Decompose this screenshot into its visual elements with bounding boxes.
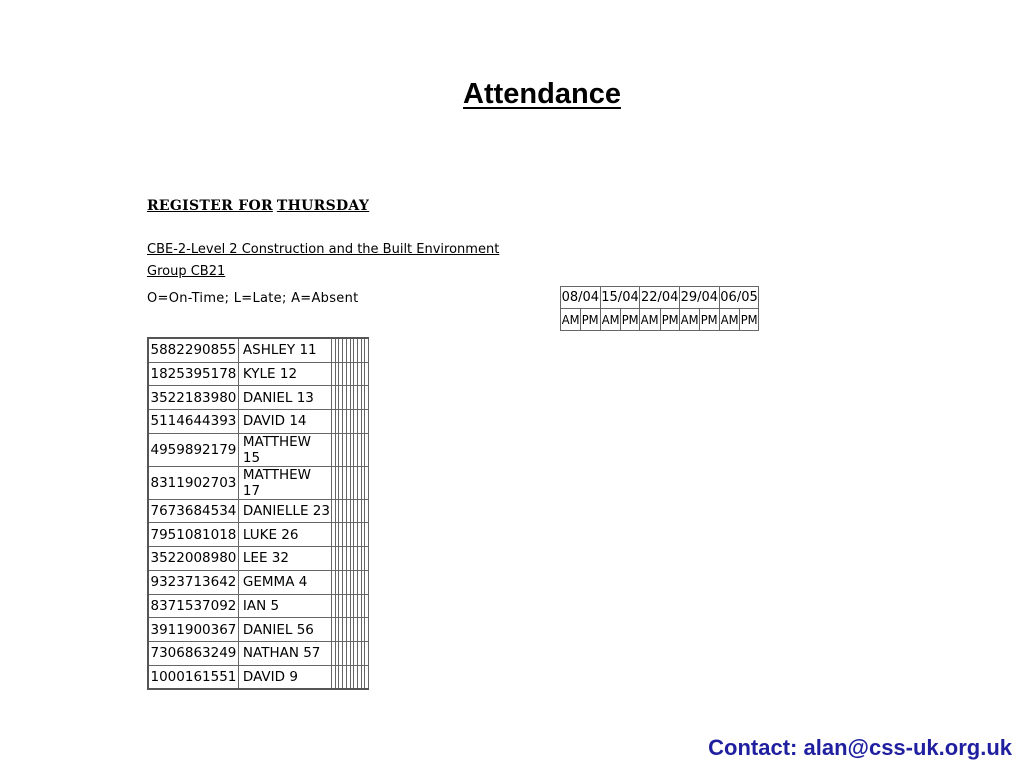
date-header: 08/04 <box>561 287 601 309</box>
student-id: 7306863249 <box>148 641 238 665</box>
date-row <box>561 287 759 309</box>
student-id: 3522008980 <box>148 547 238 571</box>
pm-header: PM <box>740 309 759 331</box>
student-id: 9323713642 <box>148 570 238 594</box>
pm-header: PM <box>660 309 679 331</box>
attendance-mark-cell <box>365 665 369 689</box>
register-heading <box>147 198 369 214</box>
student-roster <box>147 337 369 690</box>
student-name: LUKE 26 <box>238 523 331 547</box>
student-id: 1000161551 <box>148 665 238 689</box>
attendance-mark-cell <box>365 466 369 499</box>
group-name: Group CB21 <box>147 264 226 279</box>
table-row <box>148 523 369 547</box>
student-name: GEMMA 4 <box>238 570 331 594</box>
attendance-mark-cell <box>365 499 369 523</box>
am-header: AM <box>561 309 581 331</box>
table-row <box>148 410 369 434</box>
attendance-mark-cell <box>365 641 369 665</box>
attendance-mark-cell <box>365 547 369 571</box>
attendance-mark-cell <box>365 433 369 466</box>
table-row <box>148 641 369 665</box>
attendance-register <box>147 198 758 685</box>
attendance-mark-cell <box>365 523 369 547</box>
date-header-table <box>560 286 759 331</box>
table-row <box>148 386 369 410</box>
table-row <box>148 665 369 689</box>
student-id: 8371537092 <box>148 594 238 618</box>
student-id: 5114644393 <box>148 410 238 434</box>
student-name: DANIELLE 23 <box>238 499 331 523</box>
session-row <box>561 309 759 331</box>
am-header: AM <box>719 309 739 331</box>
contact-email: Contact: alan@css-uk.org.uk <box>708 735 1012 760</box>
student-name: IAN 5 <box>238 594 331 618</box>
table-row <box>148 547 369 571</box>
student-id: 3522183980 <box>148 386 238 410</box>
student-name: MATTHEW 15 <box>238 433 331 466</box>
course-title: CBE-2-Level 2 Construction and the Built Environment <box>147 242 500 257</box>
student-id: 1825395178 <box>148 362 238 386</box>
student-id: 7951081018 <box>148 523 238 547</box>
table-row <box>148 570 369 594</box>
table-row <box>148 594 369 618</box>
attendance-mark-cell <box>365 338 369 362</box>
attendance-mark-cell <box>365 386 369 410</box>
table-row <box>148 433 369 466</box>
attendance-mark-cell <box>365 618 369 642</box>
pm-header: PM <box>581 309 600 331</box>
attendance-mark-cell <box>365 410 369 434</box>
date-header: 15/04 <box>600 287 640 309</box>
date-header: 06/05 <box>719 287 759 309</box>
student-name: DAVID 14 <box>238 410 331 434</box>
student-name: KYLE 12 <box>238 362 331 386</box>
table-row <box>148 499 369 523</box>
student-name: NATHAN 57 <box>238 641 331 665</box>
date-header: 22/04 <box>640 287 680 309</box>
attendance-key: O=On-Time; L=Late; A=Absent <box>147 291 359 306</box>
pm-header: PM <box>700 309 719 331</box>
register-heading-prefix: REGISTER FOR <box>147 198 273 214</box>
pm-header: PM <box>621 309 640 331</box>
student-name: DANIEL 13 <box>238 386 331 410</box>
date-header: 29/04 <box>680 287 720 309</box>
table-row <box>148 618 369 642</box>
student-id: 8311902703 <box>148 466 238 499</box>
table-row <box>148 362 369 386</box>
student-id: 4959892179 <box>148 433 238 466</box>
student-name: MATTHEW 17 <box>238 466 331 499</box>
table-row <box>148 466 369 499</box>
student-name: ASHLEY 11 <box>238 338 331 362</box>
student-id: 5882290855 <box>148 338 238 362</box>
am-header: AM <box>680 309 700 331</box>
student-name: DANIEL 56 <box>238 618 331 642</box>
student-name: LEE 32 <box>238 547 331 571</box>
slide-title: Attendance <box>463 78 621 110</box>
student-id: 7673684534 <box>148 499 238 523</box>
student-id: 3911900367 <box>148 618 238 642</box>
attendance-mark-cell <box>365 570 369 594</box>
table-row <box>148 338 369 362</box>
am-header: AM <box>600 309 620 331</box>
attendance-mark-cell <box>365 362 369 386</box>
register-heading-day: THURSDAY <box>276 198 370 214</box>
attendance-mark-cell <box>365 594 369 618</box>
student-name: DAVID 9 <box>238 665 331 689</box>
am-header: AM <box>640 309 660 331</box>
